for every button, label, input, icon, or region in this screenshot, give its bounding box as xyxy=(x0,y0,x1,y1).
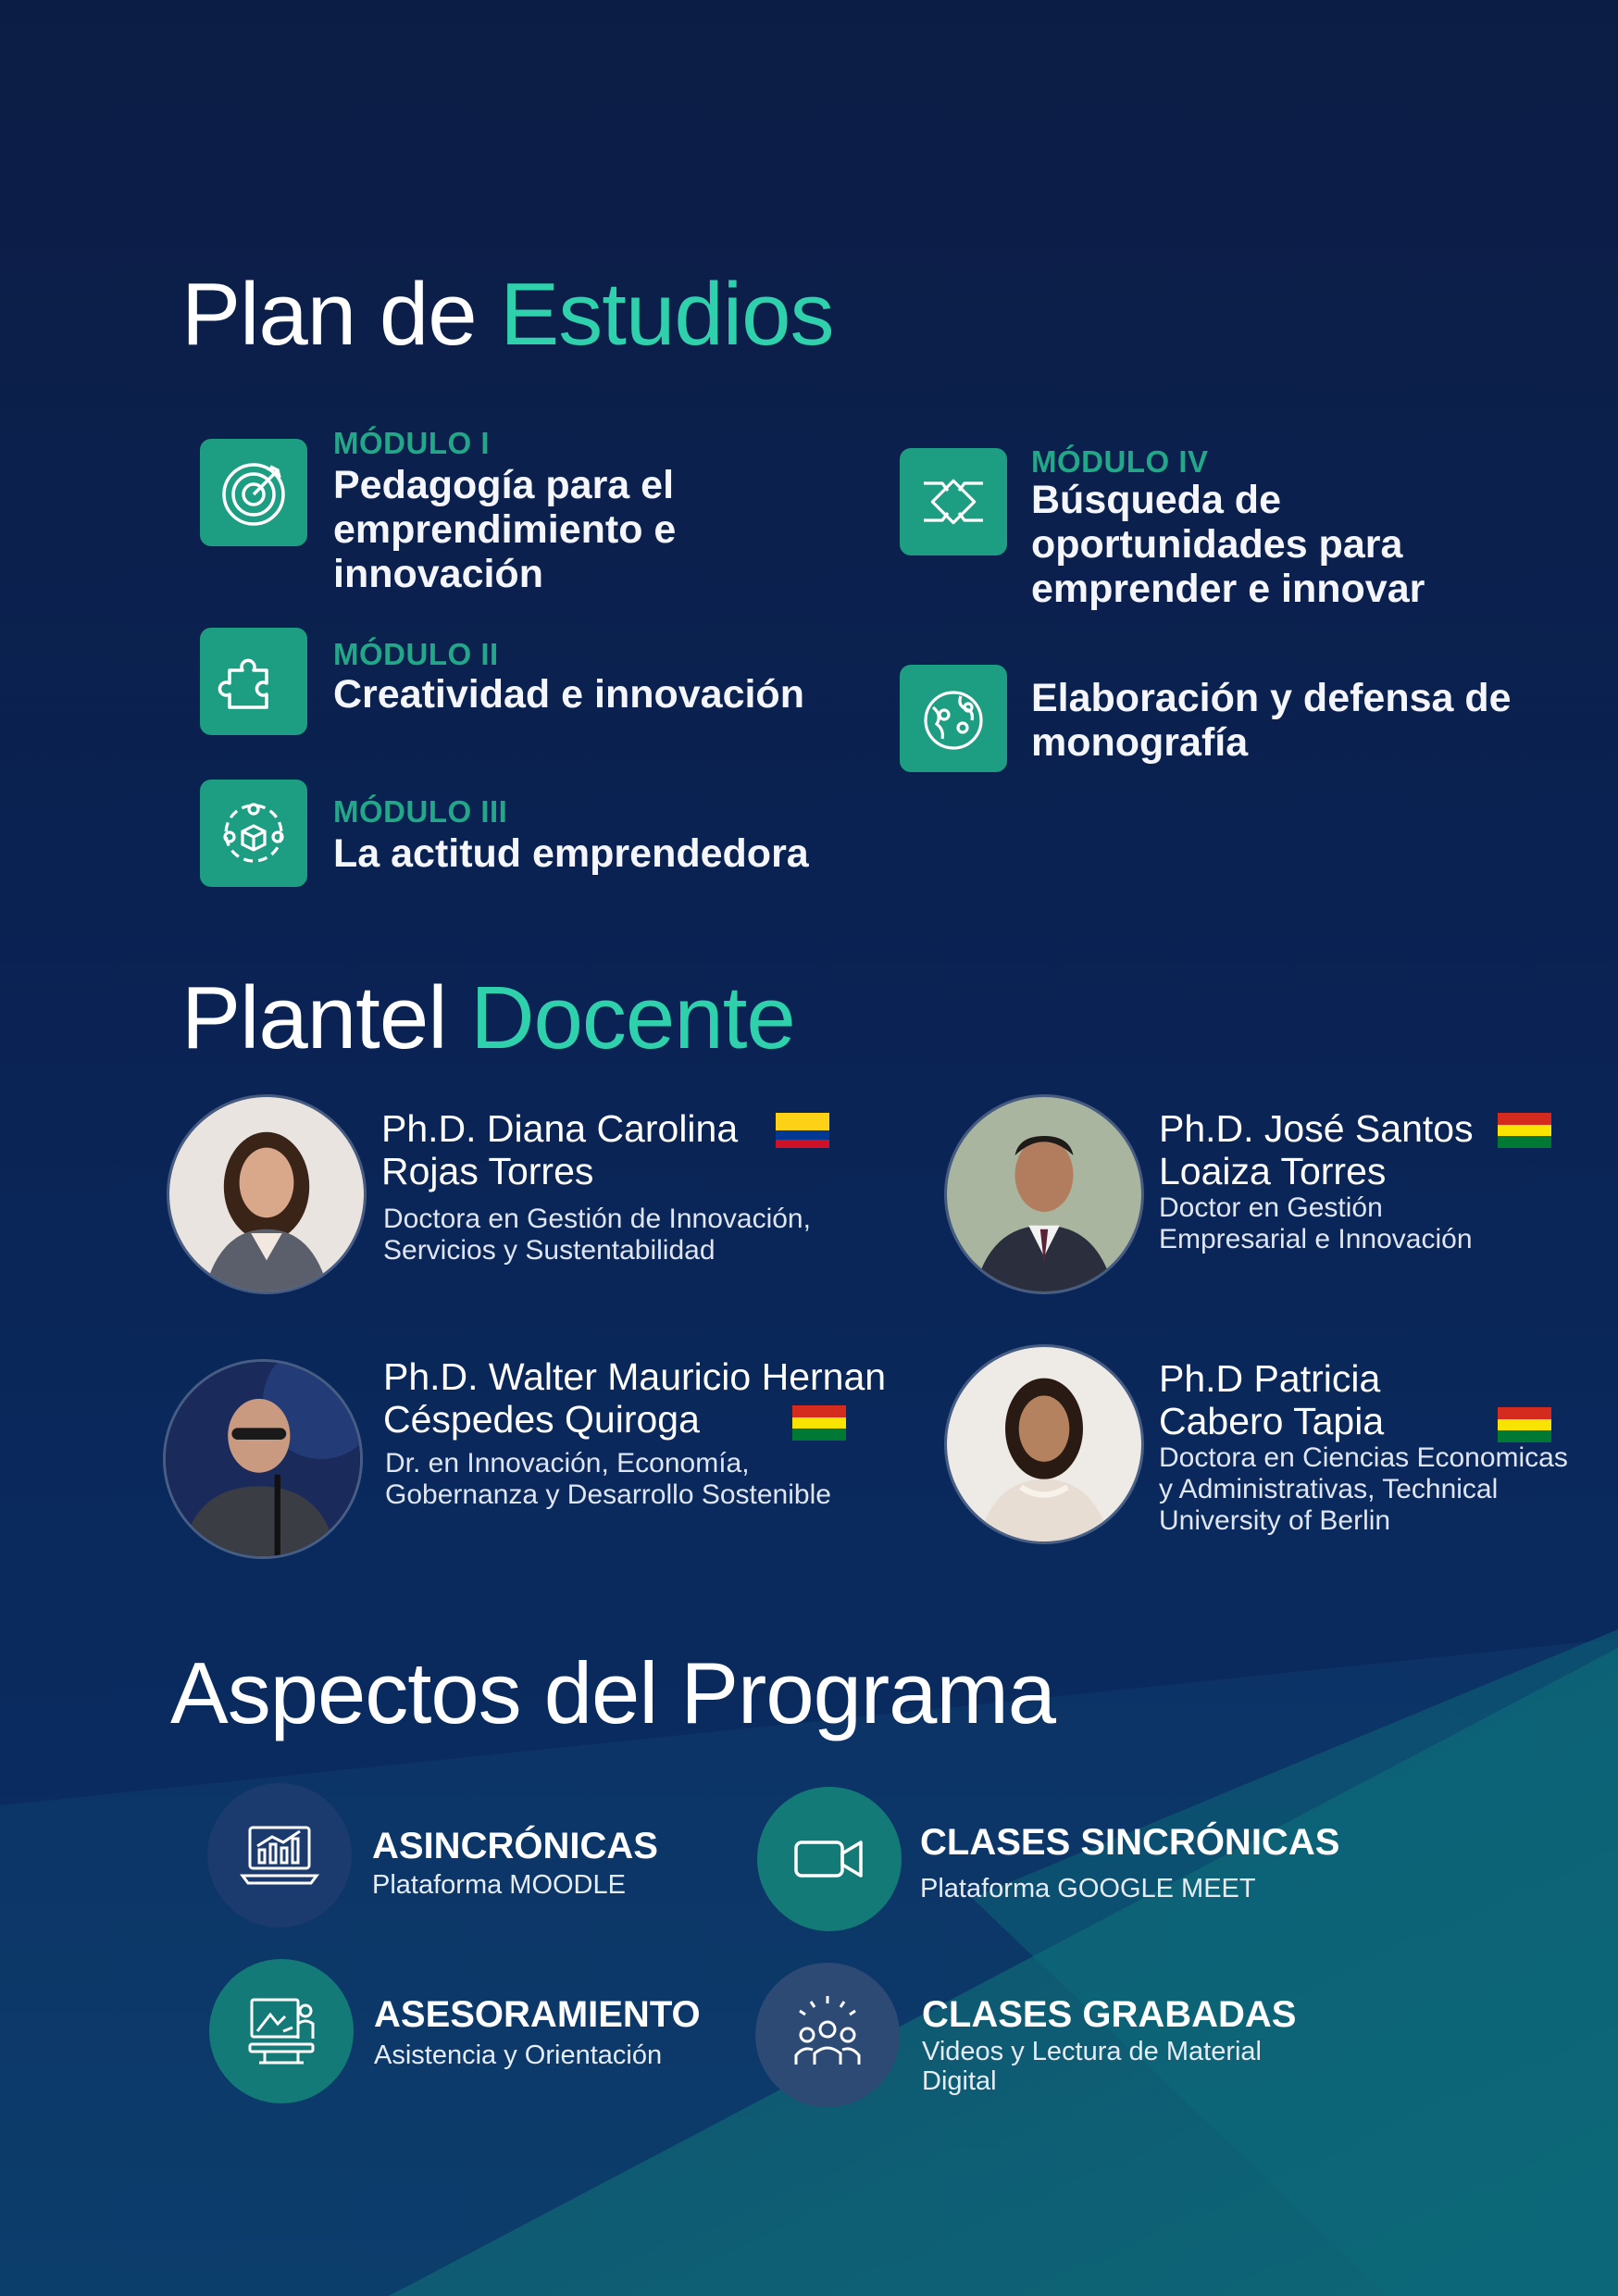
aspect-2-title: CLASES SINCRÓNICAS xyxy=(920,1822,1340,1863)
group-icon xyxy=(755,1963,900,2107)
video-camera-icon xyxy=(757,1787,902,1931)
teacher-2-name: Ph.D. José Santos Loaiza Torres xyxy=(1159,1107,1474,1192)
laptop-chart-icon xyxy=(207,1783,352,1928)
aspect-4-title: CLASES GRABADAS xyxy=(922,1994,1297,2035)
plantel-title xyxy=(181,968,795,1067)
teacher-3-desc: Dr. en Innovación, Economía, Gobernanza y Desarrollo Sostenible xyxy=(385,1448,831,1510)
team-cube-icon xyxy=(200,780,307,887)
plan-title xyxy=(181,265,834,364)
module-4-title: Búsqueda de oportunidades para emprender e innovar xyxy=(1031,478,1425,611)
teacher-2-desc: Doctor en Gestión Empresarial e Innovación xyxy=(1159,1192,1473,1254)
aspect-1-sub: Plataforma MOODLE xyxy=(372,1870,626,1900)
teacher-1-photo xyxy=(167,1094,367,1294)
bolivia-flag-icon xyxy=(792,1405,846,1441)
teacher-4-desc: Doctora en Ciencias Economicas y Administrativas, Technical University of Berlin xyxy=(1159,1442,1568,1536)
target-icon xyxy=(200,439,307,546)
teacher-3-name: Ph.D. Walter Mauricio Hernan Céspedes Quiroga xyxy=(383,1355,887,1441)
aspectos-title: Aspectos del Programa xyxy=(170,1644,1056,1741)
bolivia-flag-icon xyxy=(1498,1113,1551,1148)
aspect-3-title: ASESORAMIENTO xyxy=(374,1994,701,2035)
teacher-4-photo xyxy=(944,1344,1144,1544)
module-2-title: Creatividad e innovación xyxy=(333,672,804,717)
aspect-2-sub: Plataforma GOOGLE MEET xyxy=(920,1874,1256,1903)
module-1-title: Pedagogía para el emprendimiento e innovación xyxy=(333,463,677,596)
aspect-1-title: ASINCRÓNICAS xyxy=(372,1826,658,1866)
teacher-1-desc: Doctora en Gestión de Innovación, Servicios y Sustentabilidad xyxy=(383,1204,811,1266)
teacher-3-photo xyxy=(163,1359,363,1559)
teacher-4-name: Ph.D Patricia Cabero Tapia xyxy=(1159,1357,1385,1442)
plantel-title-a: Plantel xyxy=(181,968,447,1067)
module-3-title: La actitud emprendedora xyxy=(333,831,809,876)
module-4-label: MÓDULO IV xyxy=(1031,444,1209,479)
puzzle-icon xyxy=(200,628,307,735)
aspect-4-sub: Videos y Lectura de Material Digital xyxy=(922,2037,1263,2096)
teacher-1-name: Ph.D. Diana Carolina Rojas Torres xyxy=(381,1107,739,1192)
module-1-label: MÓDULO I xyxy=(333,426,490,460)
plantel-title-b: Docente xyxy=(470,968,795,1067)
plan-title-b: Estudios xyxy=(500,265,834,364)
module-5-title: Elaboración y defensa de monografía xyxy=(1031,676,1512,765)
module-2-label: MÓDULO II xyxy=(333,637,499,671)
hands-icon xyxy=(900,448,1007,555)
aspect-3-sub: Asistencia y Orientación xyxy=(374,2040,663,2070)
module-3-label: MÓDULO III xyxy=(333,794,508,829)
globe-pins-icon xyxy=(900,665,1007,772)
presentation-icon xyxy=(209,1959,354,2103)
colombia-flag-icon xyxy=(776,1113,829,1148)
plan-title-a: Plan de xyxy=(181,265,477,364)
teacher-2-photo xyxy=(944,1094,1144,1294)
bolivia-flag-icon xyxy=(1498,1407,1551,1442)
